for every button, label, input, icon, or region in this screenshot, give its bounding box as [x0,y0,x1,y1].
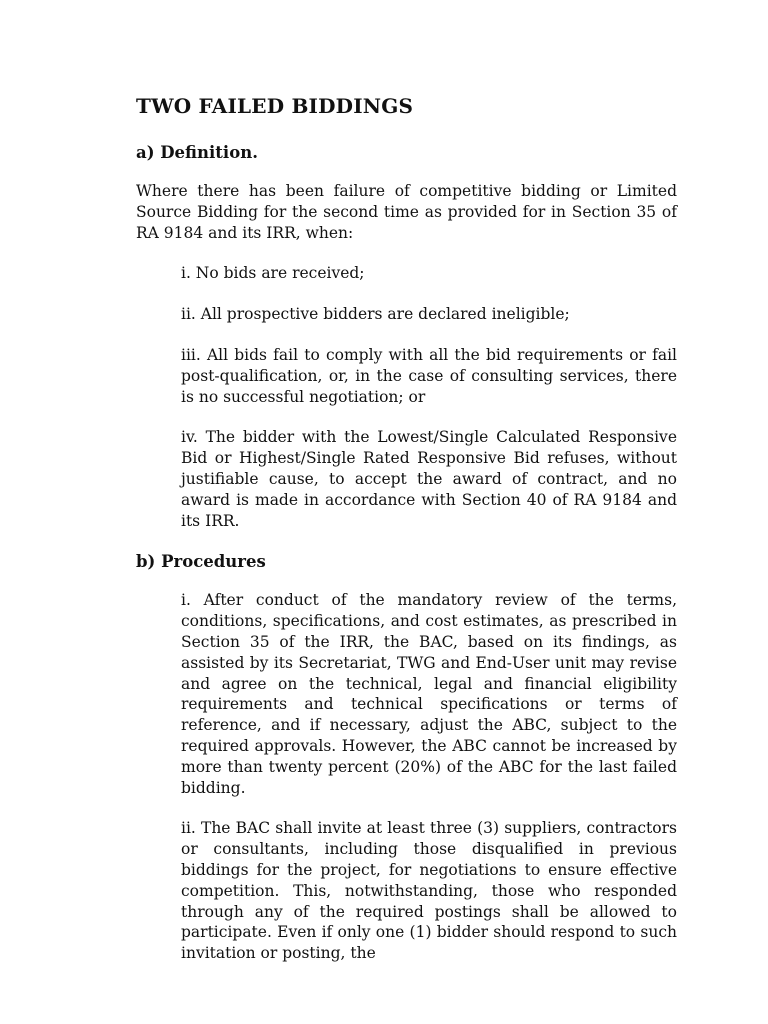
definition-item-4: iv. The bidder with the Lowest/Single Calculated Responsive Bid or Highest/Single Rated Responsive Bid refuses, without justifiable cause, to accept the award of contract, and no award is made in accordance with Section 40 of RA 9184 and its IRR. [181,428,677,530]
procedure-item-2: ii. The BAC shall invite at least three (3) suppliers, contractors or consultants, including those disqualified in previous biddings for the project, for negotiations to ensure effective competition. This, notwithstanding, those who responded through any of the required postings shall be allowed to participate. Even if only one (1) bidder should respond to such invitation or posting, the [181,819,677,963]
document-body [136,92,677,984]
definition-item-2: ii. All prospective bidders are declared ineligible; [181,305,570,324]
procedure-item-1: i. After conduct of the mandatory review of the terms, conditions, specifications, and cost estimates, as prescribed in Section 35 of the IRR, the BAC, based on its findings, as assisted by its Secretariat, TWG and End-User unit may revise and agree on the technical, legal and financial eligibility requirements and technical specifications or terms of reference, and if necessary, adjust the ABC, subject to the required approvals. However, the ABC cannot be increased by more than twenty percent (20%) of the ABC for the last failed bidding. [181,591,677,797]
definition-item-1: i. No bids are received; [181,264,365,283]
definition-item-3: iii. All bids fail to comply with all the bid requirements or fail post-qualification, or, in the case of consulting services, there is no successful negotiation; or [181,345,677,406]
definition-intro-paragraph: Where there has been failure of competitive bidding or Limited Source Bidding for the second time as provided for in Section 35 of RA 9184 and its IRR, when: [136,182,677,242]
section-heading-definition: a) Definition. [136,143,258,162]
page-title: TWO FAILED BIDDINGS [136,94,414,118]
section-heading-procedures: b) Procedures [136,552,266,572]
